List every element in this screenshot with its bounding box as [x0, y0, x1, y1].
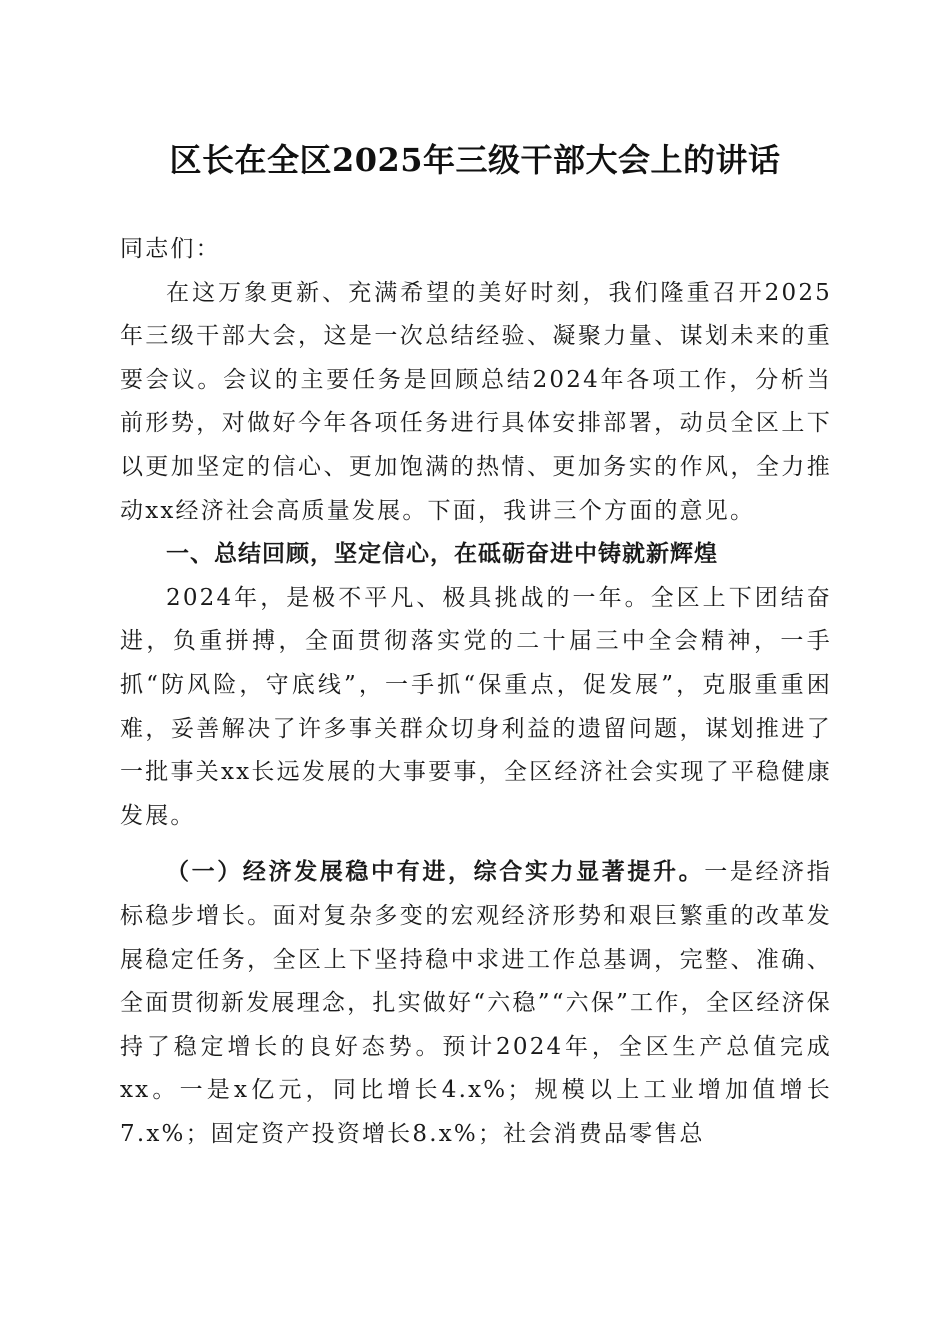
- document-body: [120, 228, 832, 1156]
- subsection-1-text: 一是经济指标稳步增长。面对复杂多变的宏观经济形势和艰巨繁重的改革发展稳定任务，全区上下坚持稳中求进工作总基调，完整、准确、全面贯彻新发展理念，扎实做好“六稳”“六保”工作，全区经济保持了稳定增长的良好态势。预计2024年，全区生产总值完成xx。一是x亿元，同比增长4.x%；规模以上工业增加值增长7.x%；固定资产投资增长8.x%；社会消费品零售总: [120, 859, 833, 1147]
- salutation: 同志们：: [120, 236, 221, 262]
- subsection-1-heading: （一）经济发展稳中有进，综合实力显著提升。: [166, 858, 705, 886]
- subsection-1-paragraph: [120, 850, 832, 1156]
- document-title: 区长在全区2025年三级干部大会上的讲话: [169, 141, 781, 179]
- section-1-paragraph: 2024年，是极不平凡、极具挑战的一年。全区上下团结奋进，负重拼搏，全面贯彻落实党的二十届三中全会精神，一手抓“防风险，守底线”，一手抓“保重点，促发展”，克服重重困难，妥善解决了许多事关群众切身利益的遗留问题，谋划推进了一批事关xx长远发展的大事要事，全区经济社会实现了平稳健康发展。: [120, 584, 832, 829]
- intro-paragraph: 在这万象更新、充满希望的美好时刻，我们隆重召开2025年三级干部大会，这是一次总结经验、凝聚力量、谋划未来的重要会议。会议的主要任务是回顾总结2024年各项工作，分析当前形势，对做好今年各项任务进行具体安排部署，动员全区上下以更加坚定的信心、更加饱满的热情、更加务实的作风，全力推动xx经济社会高质量发展。下面，我讲三个方面的意见。: [120, 279, 832, 524]
- section-1-heading: 一、总结回顾，坚定信心，在砥砺奋进中铸就新辉煌: [166, 541, 718, 568]
